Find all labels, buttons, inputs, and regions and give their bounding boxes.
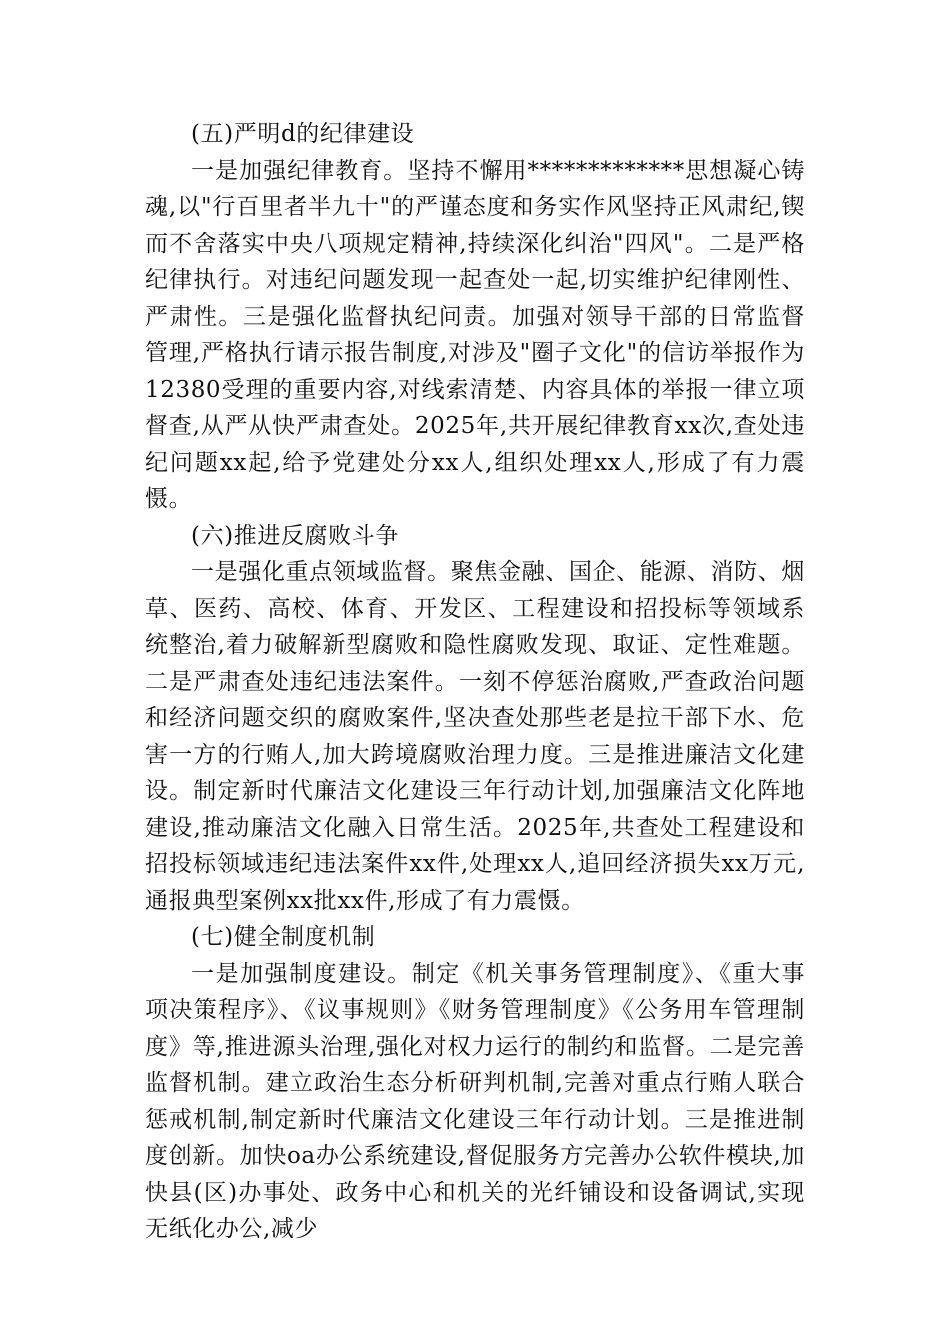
section-body-7: 一是加强制度建设。制定《机关事务管理制度》、《重大事项决策程序》、《议事规则》《财务管理制度》《公务用车管理制度》等,推进源头治理,强化对权力运行的制约和监督。二是完善监督机制。建立政治生态分析研判机制,完善对重点行贿人联合惩戒机制,制定新时代廉洁文化建设三年行动计划。三是推进制度创新。加快oa办公系统建设,督促服务方完善办公软件模块,加快县(区)办事处、政务中心和机关的光纤铺设和设备调试,实现无纸化办公,减少 (145, 960, 805, 1242)
section-heading-5: (五)严明d的纪律建设 (191, 121, 415, 147)
section-heading-6: (六)推进反腐败斗争 (191, 522, 399, 549)
section-heading-7: (七)健全制度机制 (191, 924, 376, 950)
section-body-6: 一是强化重点领域监督。聚焦金融、国企、能源、消防、烟草、医药、高校、体育、开发区、工程建设和招投标等领域系统整治,着力破解新型腐败和隐性腐败发现、取证、定性难题。二是严肃查处违纪违法案件。一刻不停惩治腐败,严查政治问题和经济问题交织的腐败案件,坚决查处那些老是拉干部下水、危害一方的行贿人,加大跨境腐败治理力度。三是推进廉洁文化建设。制定新时代廉洁文化建设三年行动计划,加强廉洁文化阵地建设,推动廉洁文化融入日常生活。2025年,共查处工程建设和招投标领域违纪违法案件xx件,处理xx人,追回经济损失xx万元,通报典型案例xx批xx件,形成了有力震慑。 (145, 559, 805, 914)
document-page (145, 116, 805, 1248)
section-body-5: 一是加强纪律教育。坚持不懈用*************思想凝心铸魂,以"行百里者半九十"的严谨态度和务实作风坚持正风肃纪,锲而不舍落实中央八项规定精神,持续深化纠治"四风"。二是严格纪律执行。对违纪问题发现一起查处一起,切实维护纪律刚性、严肃性。三是强化监督执纪问责。加强对领导干部的日常监督管理,严格执行请示报告制度,对涉及"圈子文化"的信访举报作为12380受理的重要内容,对线索清楚、内容具体的举报一律立项督查,从严从快严肃查处。2025年,共开展纪律教育xx次,查处违纪问题xx起,给予党建处分xx人,组织处理xx人,形成了有力震慑。 (145, 157, 805, 512)
